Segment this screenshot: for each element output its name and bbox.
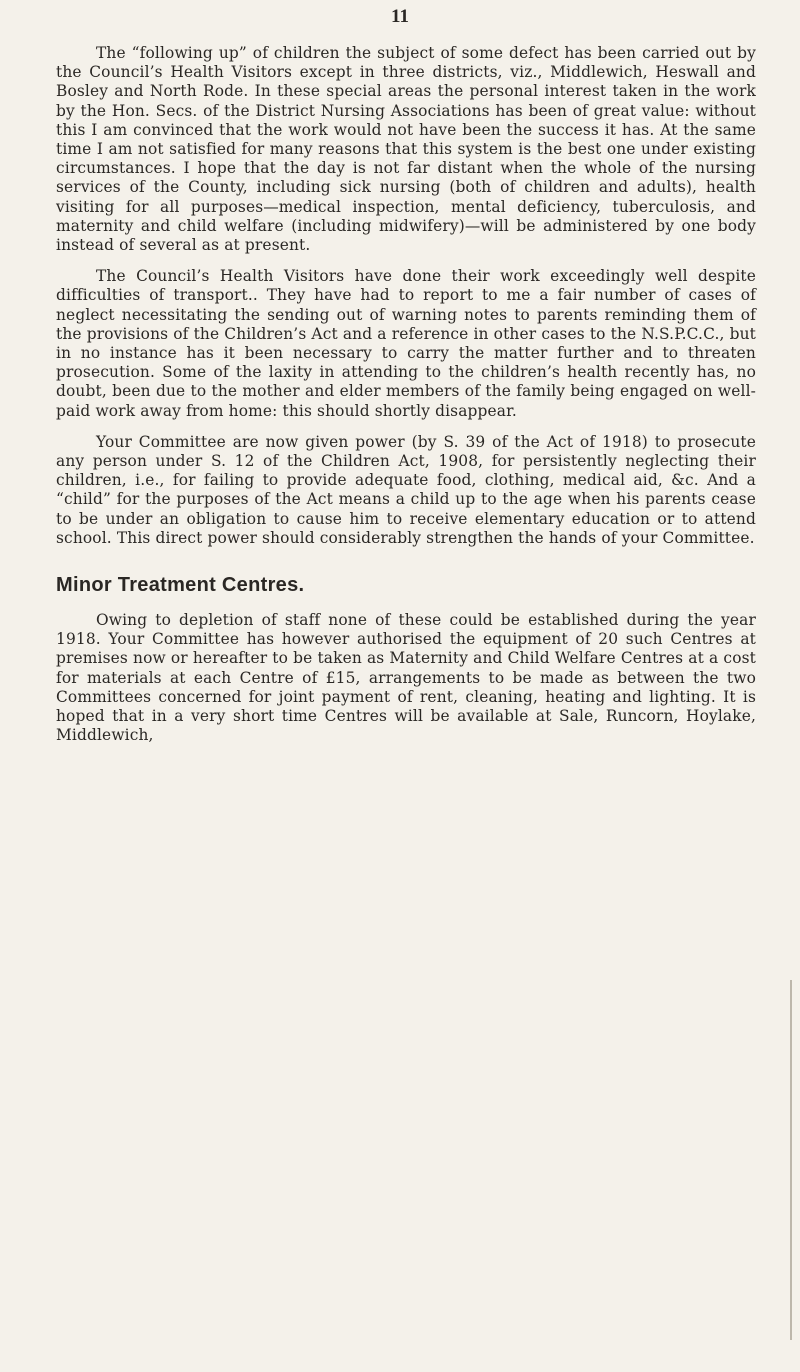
paragraph-health-visitors-follow-up: The “following up” of children the subject of some defect has been carried out by the Council’s Health Visitors except in three districts, viz., Middlewich, Heswall and Bosley and North Rode. In these special areas the personal interest taken in the work by the Hon. Secs. of the District Nursing Associations has been of great value: without this I am convinced that the work would not have been the success it has. At the same time I am not satisfied for many reasons that this system is the best one under existing circumstances. I hope that the day is not far distant when the whole of the nursing services of the County, including sick nursing (both of children and adults), health visiting for all purposes—medical inspection, mental deficiency, tuberculosis, and maternity and child welfare (including midwifery)—will be administered by one body instead of several as at present. <box>56 44 756 255</box>
paragraph-committee-powers: Your Committee are now given power (by S. 39 of the Act of 1918) to prosecute any person under S. 12 of the Children Act, 1908, for persistently neglecting their children, i.e., for failing to provide adequate food, clothing, medical aid, &c. And a “child” for the purposes of the Act means a child up to the age when his parents cease to be under an obligation to cause him to receive elementary education or to attend school. This direct power should considerably strengthen the hands of your Committee. <box>56 432 756 547</box>
page-number: 11 <box>391 6 409 27</box>
paragraph-health-visitors-work: The Council’s Health Visitors have done their work exceedingly well despite difficulties of transport.. They have had to report to me a fair number of cases of neglect necessitating the sending out of warning notes to parents reminding them of the provisions of the Children’s Act and a reference in other cases to the N.S.P.C.C., but in no instance has it been necessary to carry the matter further and to threaten prosecution. Some of the laxity in attending to the children’s health recently has, no doubt, been due to the mother and elder members of the family being engaged on well-paid work away from home: this should shortly disappear. <box>56 267 756 420</box>
page-edge-shadow <box>790 980 792 1340</box>
section-heading-minor-treatment-centres: Minor Treatment Centres. <box>56 574 305 597</box>
document-body <box>56 44 756 758</box>
paragraph-minor-treatment-centres: Owing to depletion of staff none of these could be established during the year 1918. Your Committee has however authorised the equipment of 20 such Centres at premises now or hereafter to be taken as Maternity and Child Welfare Centres at a cost for materials at each Centre of £15, arrangements to be made as between the two Committees concerned for joint payment of rent, cleaning, heating and lighting. It is hoped that in a very short time Centres will be available at Sale, Runcorn, Hoylake, Middlewich, <box>56 611 756 745</box>
